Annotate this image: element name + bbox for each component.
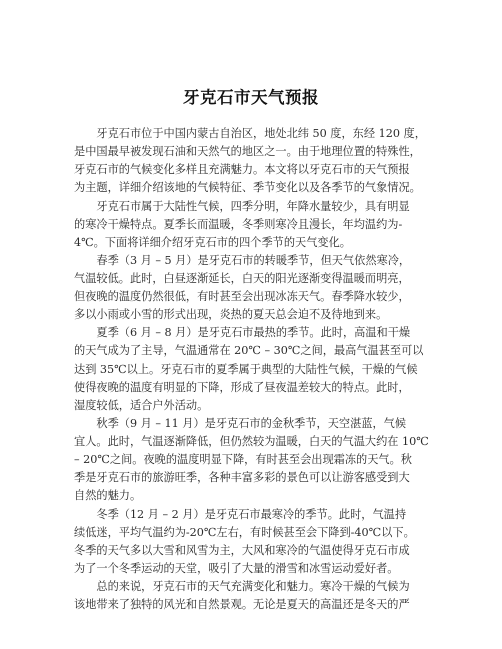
body-text-line: 是中国最早被发现石油和天然气的地区之一。由于地理位置的特殊性， [74, 145, 421, 159]
body-text-line: 湿度较低，适合户外活动。 [74, 398, 209, 412]
body-text-line: 牙克石市的气候变化多样且充满魅力。本文将以牙克石市的天气预报 [74, 163, 410, 177]
body-text-line: 气温较低。此时，白昼逐渐延长，白天的阳光逐渐变得温暖而明亮， [74, 272, 410, 285]
body-text-line: 续低迷，平均气温约为-20℃左右，有时候甚至会下降到-40℃以下。 [74, 525, 415, 539]
document-title: 牙克石市天气预报 [183, 88, 319, 107]
body-text-line: 牙克石市位于中国内蒙古自治区，地处北纬 50 度，东经 120 度， [74, 127, 426, 140]
body-text-line: – 20℃之间。夜晚的温度明显下降，有时甚至会出现霜冻的天气。秋 [74, 453, 412, 467]
body-text-line: 牙克石市属于大陆性气候，四季分明，年降水量较少，具有明显 [74, 199, 410, 213]
body-text-line: 宜人。此时，气温逐渐降低，但仍然较为温暖，白天的气温大约在 10℃ [74, 435, 429, 448]
body-text-line: 多以小雨或小雪的形式出现，炎热的夏天总会迫不及待地到来。 [74, 308, 388, 322]
body-text-line: 但夜晚的温度仍然很低，有时甚至会出现冰冻天气。春季降水较少， [74, 290, 410, 304]
body-text-line: 为了一个冬季运动的天堂，吸引了大量的滑雪和冰雪运动爱好者。 [74, 561, 399, 575]
body-text-line: 冬季的天气多以大雪和风雪为主，大风和寒冷的气温使得牙克石市成 [74, 543, 410, 557]
body-text-line: 的寒冷干燥特点。夏季长而温暖，冬季则寒冷且漫长，年均温约为- [74, 217, 403, 231]
body-text-line: 该地带来了独特的风光和自然景观。无论是夏天的高温还是冬天的严 [74, 598, 410, 612]
body-text-line: 春季（3 月 – 5 月）是牙克石市的转暖季节，但天气依然寒冷， [74, 253, 411, 267]
body-text-line: 的天气成为了主导，气温通常在 20℃ – 30℃之间，最高气温甚至可以 [74, 344, 424, 358]
body-text-line: 达到 35℃以上。牙克石市的夏季属于典型的大陆性气候，干燥的气候 [74, 362, 418, 376]
body-text-line: 秋季（9 月 – 11 月）是牙克石市的金秋季节，天空湛蓝，气候 [74, 416, 407, 430]
body-text-line: 4℃。下面将详细介绍牙克石市的四个季节的天气变化。 [74, 235, 351, 249]
body-text-line: 为主题，详细介绍该地的气候特征、季节变化以及各季节的气象情况。 [74, 181, 421, 195]
body-text-line: 夏季（6 月 – 8 月）是牙克石市最热的季节。此时，高温和干燥 [74, 326, 411, 340]
body-text-line: 总的来说，牙克石市的天气充满变化和魅力。寒冷干燥的气候为 [74, 580, 410, 593]
body-text-line: 自然的魅力。 [74, 489, 142, 503]
body-text-line: 季是牙克石市的旅游旺季，各种丰富多彩的景色可以让游客感受到大 [74, 471, 410, 485]
body-text-line: 使得夜晚的温度有明显的下降，形成了昼夜温差较大的特点。此时， [74, 380, 410, 394]
body-text-line: 冬季（12 月 – 2 月）是牙克石市最寒冷的季节。此时，气温持 [74, 507, 407, 521]
